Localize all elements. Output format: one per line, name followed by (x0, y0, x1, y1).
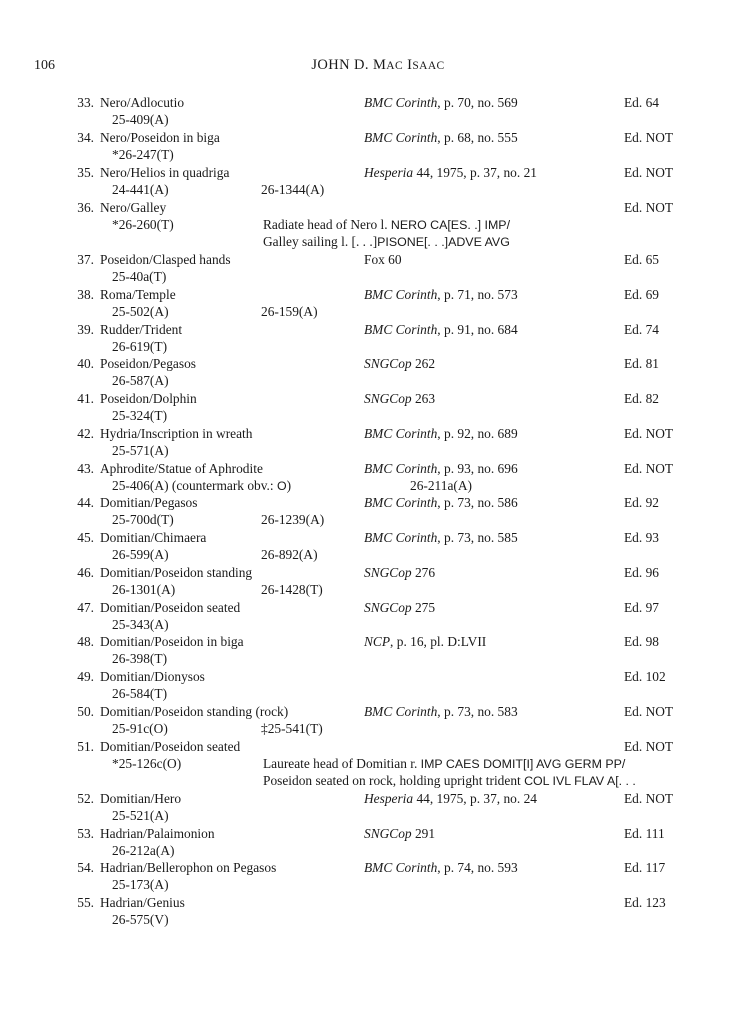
inventory-number (112, 407, 167, 424)
catalogue-entry (0, 790, 756, 824)
reference (364, 564, 435, 581)
catalogue-entry (0, 286, 756, 320)
reference (364, 703, 518, 720)
description-text: Laureate head of Domitian r. (263, 756, 421, 771)
description-text: Galley sailing l. [. . .] (263, 234, 378, 249)
catalogue-entry (0, 859, 756, 893)
inventory-number (112, 842, 174, 859)
catalogue-entry (0, 129, 756, 163)
reference (364, 425, 518, 442)
reference-title: BMC Corinth (364, 426, 438, 441)
entry-title: Hadrian/Bellerophon on Pegasos (100, 860, 277, 875)
author-small-2: SAAC (412, 60, 445, 72)
edition-ref: Ed. 117 (624, 860, 666, 875)
inventory-text: 25-343(A) (112, 617, 169, 632)
entry-number: 35. (77, 165, 94, 180)
reference-title: SNGCop (364, 600, 412, 615)
entry-title: Hadrian/Palaimonion (100, 826, 215, 841)
obverse-description (263, 216, 510, 234)
edition-ref: Ed. 93 (624, 530, 659, 545)
inventory-text: 26-619(T) (112, 339, 168, 354)
edition-ref: Ed. NOT (624, 461, 674, 476)
reference (364, 460, 518, 477)
reference (364, 94, 518, 111)
entry-number: 45. (77, 530, 94, 545)
inventory-number (112, 685, 167, 702)
catalogue-entry (0, 460, 756, 494)
reference-title: SNGCop (364, 565, 412, 580)
reference (364, 390, 435, 407)
inventory-number-2: 26-1428(T) (261, 582, 323, 597)
inventory-text: 25-409(A) (112, 112, 169, 127)
edition-ref: Ed. NOT (624, 130, 674, 145)
reference-title: BMC Corinth (364, 322, 438, 337)
reference-title: BMC Corinth (364, 287, 438, 302)
inventory-number (112, 146, 174, 163)
entry-title: Domitian/Chimaera (100, 530, 207, 545)
reference-title: SNGCop (364, 826, 412, 841)
catalogue-entry (0, 668, 756, 702)
entry-title: Domitian/Poseidon seated (100, 600, 241, 615)
edition-ref: Ed. 69 (624, 287, 659, 302)
inventory-text: *26-260(T) (112, 217, 174, 232)
description-text: Poseidon seated on rock, holding upright trident (263, 773, 525, 788)
inventory-number (112, 303, 169, 320)
entry-title: Nero/Poseidon in biga (100, 130, 220, 145)
inventory-text-end: ) (286, 478, 292, 493)
reference-detail: 44, 1975, p. 37, no. 21 (413, 165, 537, 180)
catalogue-entry (0, 355, 756, 389)
entry-title: Nero/Helios in quadriga (100, 165, 230, 180)
inventory-text: 25-40a(T) (112, 269, 167, 284)
reference-detail: , p. 91, no. 684 (437, 322, 518, 337)
catalogue-entry (0, 164, 756, 198)
inventory-text: 25-571(A) (112, 443, 169, 458)
inventory-text: 25-91c(O) (112, 721, 168, 736)
reference (364, 790, 537, 807)
reference-title: SNGCop (364, 391, 412, 406)
inventory-number (112, 372, 169, 389)
edition-ref: Ed. 102 (624, 669, 666, 684)
entry-number: 36. (77, 200, 94, 215)
inventory-text: 25-700d(T) (112, 512, 174, 527)
inventory-number-2: 26-1239(A) (261, 512, 325, 527)
catalogue-entry (0, 825, 756, 859)
entry-title: Domitian/Poseidon seated (100, 739, 241, 754)
entry-number: 49. (77, 669, 94, 684)
edition-ref: Ed. 123 (624, 895, 666, 910)
reference (364, 355, 435, 372)
reference (364, 633, 486, 650)
page-number: 106 (34, 58, 55, 73)
edition-ref: Ed. NOT (624, 739, 674, 754)
inventory-text: *25-126c(O) (112, 756, 182, 771)
inventory-text: 25-173(A) (112, 877, 169, 892)
reference-title: Hesperia (364, 791, 414, 806)
legend-text: NERO CA[ES. .] IMP/ (390, 218, 511, 232)
entry-number: 54. (77, 860, 94, 875)
entry-title: Domitian/Poseidon standing (100, 565, 253, 580)
reference-detail: Fox 60 (364, 252, 402, 267)
edition-ref: Ed. NOT (624, 165, 674, 180)
edition-ref: Ed. 97 (624, 600, 659, 615)
inventory-number (112, 442, 169, 459)
reverse-description (263, 233, 510, 251)
inventory-number-2: ‡25-541(T) (261, 721, 323, 736)
inventory-number (112, 581, 175, 598)
reference (364, 529, 518, 546)
entry-number: 39. (77, 322, 94, 337)
reference (364, 251, 402, 268)
edition-ref: Ed. NOT (624, 791, 674, 806)
entry-number: 48. (77, 634, 94, 649)
reference-detail: 44, 1975, p. 37, no. 24 (413, 791, 537, 806)
reference-detail: , p. 73, no. 585 (437, 530, 518, 545)
inventory-text: *26-247(T) (112, 147, 174, 162)
reference-title: BMC Corinth (364, 704, 438, 719)
inventory-text: 25-406(A) (countermark obv.: (112, 478, 277, 493)
reference (364, 859, 518, 876)
edition-ref: Ed. 65 (624, 252, 659, 267)
catalogue-entry (0, 738, 756, 788)
inventory-text: 25-521(A) (112, 808, 169, 823)
reference-detail: , p. 92, no. 689 (437, 426, 518, 441)
reference-title: SNGCop (364, 356, 412, 371)
inventory-number-2: 26-159(A) (261, 304, 318, 319)
entry-title: Poseidon/Pegasos (100, 356, 196, 371)
inventory-number (112, 338, 167, 355)
catalogue-entry (0, 703, 756, 737)
inventory-number-2: 26-892(A) (261, 547, 318, 562)
inventory-text: 26-599(A) (112, 547, 169, 562)
edition-ref: Ed. 64 (624, 95, 659, 110)
inventory-number (112, 911, 169, 928)
reference-detail: , p. 70, no. 569 (437, 95, 518, 110)
entry-title: Domitian/Dionysos (100, 669, 205, 684)
entry-number: 50. (77, 704, 94, 719)
catalogue-entry (0, 199, 756, 249)
obverse-description (263, 755, 625, 773)
reference-detail: 263 (411, 391, 436, 406)
inventory-number (112, 546, 169, 563)
entry-title: Aphrodite/Statue of Aphrodite (100, 461, 263, 476)
entry-title: Poseidon/Clasped hands (100, 252, 231, 267)
inventory-text: 26-587(A) (112, 373, 169, 388)
entry-title: Rudder/Trident (100, 322, 183, 337)
entry-title: Hadrian/Genius (100, 895, 185, 910)
reference (364, 164, 537, 181)
author-sep: I (403, 57, 413, 73)
edition-ref: Ed. NOT (624, 704, 674, 719)
entry-title: Domitian/Poseidon standing (rock) (100, 704, 289, 719)
edition-ref: Ed. NOT (624, 200, 674, 215)
inventory-number (112, 216, 174, 233)
entry-title: Domitian/Pegasos (100, 495, 198, 510)
reference-title: BMC Corinth (364, 860, 438, 875)
legend-text: COL IVL FLAV A[. . . (524, 774, 636, 788)
inventory-number (112, 807, 169, 824)
reference (364, 825, 435, 842)
edition-ref: Ed. 96 (624, 565, 659, 580)
catalogue-entry (0, 425, 756, 459)
reference-detail: 262 (411, 356, 436, 371)
inventory-number (112, 111, 169, 128)
edition-ref: Ed. 74 (624, 322, 659, 337)
reference-detail: 291 (411, 826, 436, 841)
countermark-glyph: O (276, 479, 287, 493)
reference (364, 321, 518, 338)
edition-ref: Ed. 92 (624, 495, 659, 510)
reference (364, 129, 518, 146)
catalogue-entry (0, 564, 756, 598)
inventory-text: 24-441(A) (112, 182, 169, 197)
catalogue-entry (0, 633, 756, 667)
reference-detail: , p. 73, no. 586 (437, 495, 518, 510)
reference-title: BMC Corinth (364, 530, 438, 545)
entry-title: Nero/Adlocutio (100, 95, 185, 110)
reference-detail: , p. 73, no. 583 (437, 704, 518, 719)
catalogue-entry (0, 390, 756, 424)
catalogue-entry (0, 529, 756, 563)
catalogue-entry (0, 251, 756, 285)
entry-title: Domitian/Poseidon in biga (100, 634, 244, 649)
reference-title: NCP (364, 634, 391, 649)
legend-text: IMP CAES DOMIT[I] AVG GERM PP/ (420, 757, 626, 771)
author-main: JOHN D. M (311, 57, 387, 73)
reference-detail: , p. 74, no. 593 (437, 860, 518, 875)
reference (364, 286, 518, 303)
reference-title: BMC Corinth (364, 461, 438, 476)
inventory-number-2: 26-1344(A) (261, 182, 325, 197)
inventory-number (112, 650, 167, 667)
catalogue-entry (0, 94, 756, 128)
inventory-number (112, 876, 169, 893)
entry-number: 52. (77, 791, 94, 806)
inventory-number-2: 26-211a(A) (410, 478, 472, 493)
entry-number: 33. (77, 95, 94, 110)
edition-ref: Ed. 82 (624, 391, 659, 406)
reference-detail: 276 (411, 565, 436, 580)
entry-number: 47. (77, 600, 94, 615)
reference-title: BMC Corinth (364, 130, 438, 145)
reference (364, 494, 518, 511)
reference-detail: , p. 68, no. 555 (437, 130, 518, 145)
inventory-text: 25-324(T) (112, 408, 168, 423)
inventory-text: 26-584(T) (112, 686, 168, 701)
reference-title: BMC Corinth (364, 95, 438, 110)
entry-title: Nero/Galley (100, 200, 167, 215)
edition-ref: Ed. NOT (624, 426, 674, 441)
reference (364, 599, 435, 616)
description-text: Radiate head of Nero l. (263, 217, 391, 232)
entry-title: Poseidon/Dolphin (100, 391, 197, 406)
inventory-text: 26-398(T) (112, 651, 168, 666)
entry-number: 53. (77, 826, 94, 841)
entry-title: Hydria/Inscription in wreath (100, 426, 253, 441)
entry-title: Domitian/Hero (100, 791, 182, 806)
running-head (0, 57, 756, 75)
inventory-number (112, 477, 291, 495)
entry-number: 41. (77, 391, 94, 406)
inventory-number (112, 755, 181, 772)
entry-number: 38. (77, 287, 94, 302)
inventory-number (112, 511, 174, 528)
entry-number: 51. (77, 739, 94, 754)
catalogue-entry (0, 494, 756, 528)
reference-detail: 275 (411, 600, 436, 615)
catalogue-entry (0, 894, 756, 928)
inventory-number (112, 616, 169, 633)
inventory-text: 26-575(V) (112, 912, 169, 927)
inventory-number (112, 720, 168, 737)
entry-number: 40. (77, 356, 94, 371)
edition-ref: Ed. 98 (624, 634, 659, 649)
inventory-text: 26-1301(A) (112, 582, 176, 597)
inventory-text: 26-212a(A) (112, 843, 175, 858)
legend-text: PISONE[. . .]ADVE AVG (377, 235, 510, 249)
entry-title: Roma/Temple (100, 287, 176, 302)
reverse-description (263, 772, 636, 790)
reference-detail: , p. 16, pl. D:LVII (390, 634, 487, 649)
inventory-number (112, 268, 166, 285)
reference-detail: , p. 71, no. 573 (437, 287, 518, 302)
entry-number: 55. (77, 895, 94, 910)
reference-detail: , p. 93, no. 696 (437, 461, 518, 476)
entry-number: 42. (77, 426, 94, 441)
edition-ref: Ed. 81 (624, 356, 659, 371)
catalogue-entry (0, 321, 756, 355)
reference-title: Hesperia (364, 165, 414, 180)
inventory-text: 25-502(A) (112, 304, 169, 319)
entry-number: 37. (77, 252, 94, 267)
catalogue-entry (0, 599, 756, 633)
entry-number: 44. (77, 495, 94, 510)
inventory-number (112, 181, 169, 198)
entry-number: 43. (77, 461, 94, 476)
reference-title: BMC Corinth (364, 495, 438, 510)
entry-number: 46. (77, 565, 94, 580)
author-small: AC (386, 60, 404, 72)
entry-number: 34. (77, 130, 94, 145)
edition-ref: Ed. 111 (624, 826, 665, 841)
